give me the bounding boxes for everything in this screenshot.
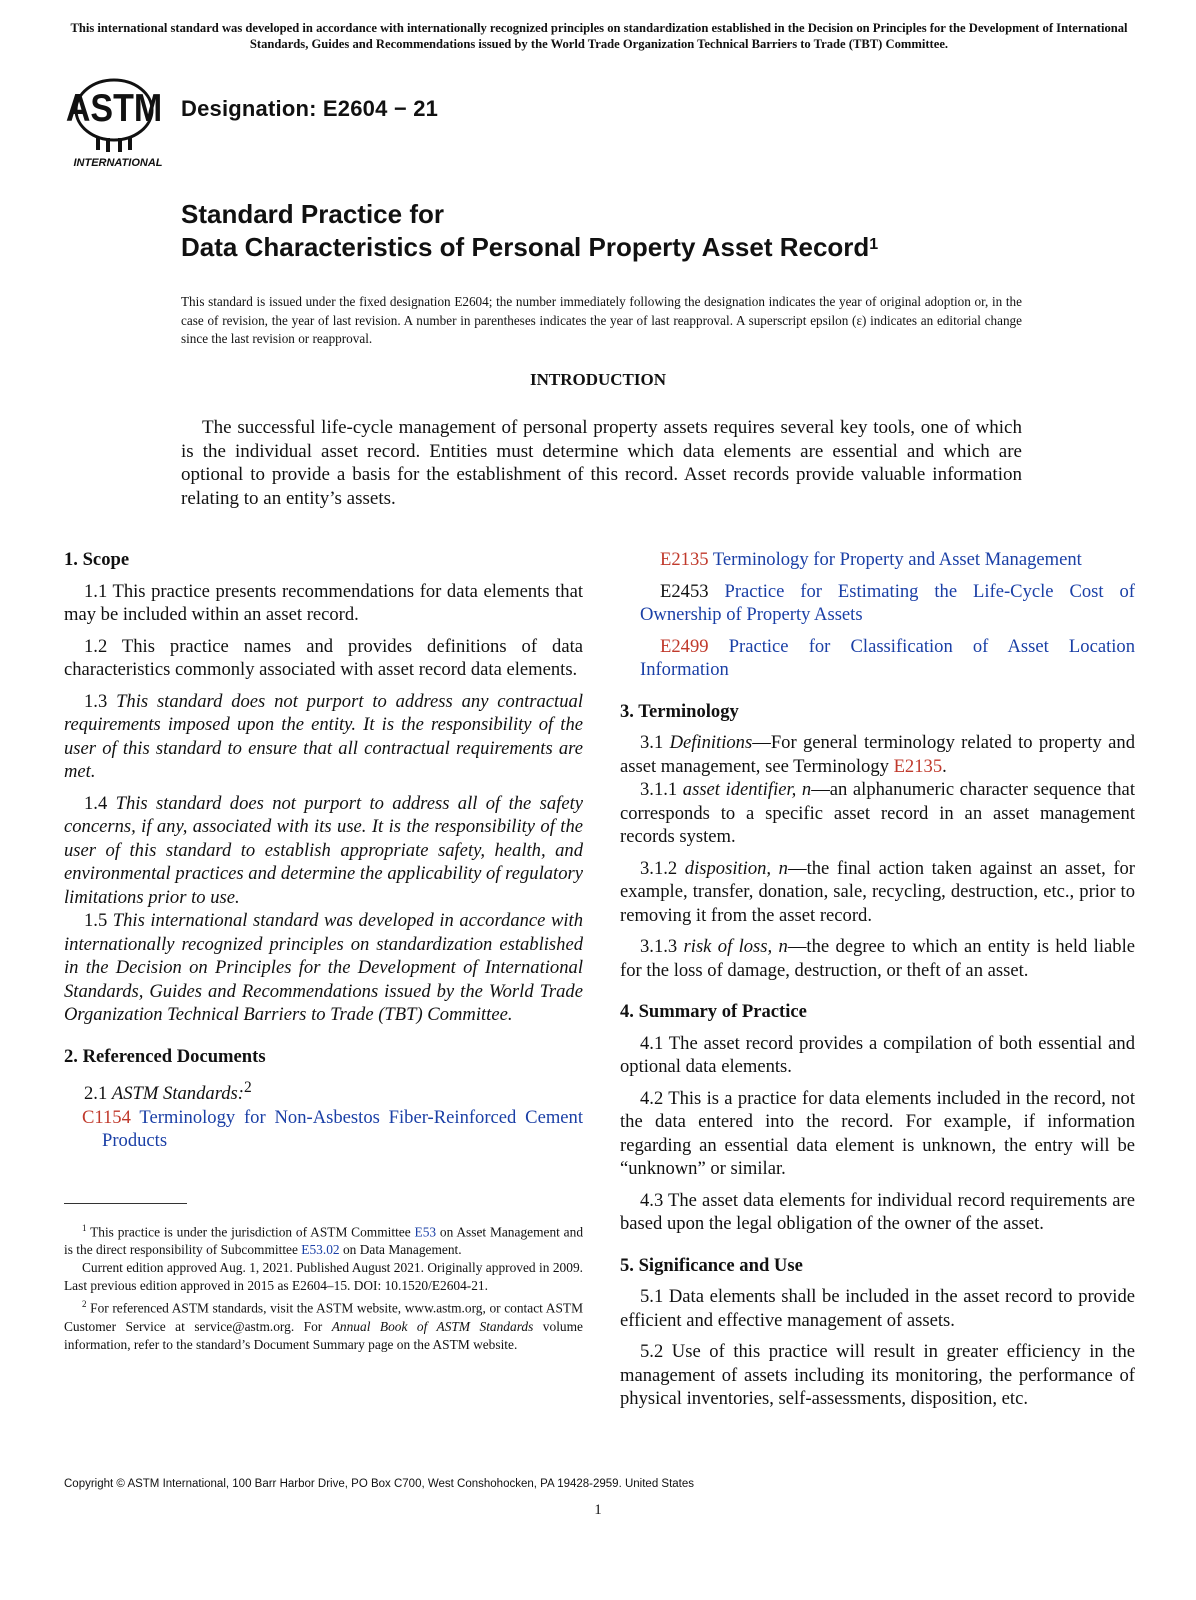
right-column — [620, 548, 1135, 1419]
para-3-1-3: 3.1.3 risk of loss, n—the degree to which an entity is held liable for the loss of damage, destruction, or theft of an asset. — [620, 936, 1135, 981]
footnote-1: $^1$ This practice is under the jurisdiction of ASTM Committee E53 on Asset Management and is the direct responsibility of Subcommittee E53.02 on Data Management. — [64, 1223, 584, 1258]
footnote-divider — [64, 1203, 187, 1204]
para-1-2: 1.2 This practice names and provides definitions of data characteristics commonly associated with asset record data elements. — [64, 635, 583, 680]
para-3-1-1: 3.1.1 asset identifier, n—an alphanumeric character sequence that corresponds to a specific asset record in an asset management records system. — [620, 779, 1135, 847]
para-3-1: 3.1 Definitions—For general terminology related to property and asset management, see Terminology E2135. — [620, 732, 1136, 777]
footnotes — [64, 1219, 583, 1354]
reference-e2135[interactable] — [620, 548, 1135, 572]
reference-title-link[interactable]: Practice for Classification of Asset Location Information — [640, 635, 1135, 680]
terminology-link-e2135[interactable]: E2135 — [893, 755, 943, 777]
significance-heading: 5. Significance and Use — [620, 1254, 803, 1276]
footnote-link-e53[interactable]: E53 — [414, 1224, 437, 1240]
footnote-1-edition: Current edition approved Aug. 1, 2021. Published August 2021. Originally approved in 2009. Last previous edition approved in 2015 as E2604–15. DOI: 10.1520/E2604-21. — [64, 1260, 583, 1294]
svg-text:ASTM: ASTM — [66, 85, 163, 130]
copyright-notice: Copyright © ASTM International, 100 Barr Harbor Drive, PO Box C700, West Conshohocken, PA 19428-2959. United States — [64, 1478, 695, 1490]
title-line-2: Data Characteristics of Personal Property Asset Record$^1$ — [181, 232, 879, 262]
astm-logo-icon — [66, 76, 170, 168]
reference-code: E2453 — [660, 580, 709, 602]
para-5-1: 5.1 Data elements shall be included in the asset record to provide efficient and effective management of assets. — [620, 1286, 1135, 1331]
footnote-2: $^2$ For referenced ASTM standards, visit the ASTM website, www.astm.org, or contact ASTM Customer Service at service@astm.org. For Annual Book of ASTM Standards volume information, refer to the standard’s Document Summary page on the ASTM website. — [64, 1299, 583, 1352]
para-5-2: 5.2 Use of this practice will result in greater efficiency in the management of assets including its monitoring, the performance of physical inventories, self-assessments, disposition, etc. — [620, 1341, 1135, 1409]
scope-heading: 1. Scope — [64, 549, 130, 570]
para-1-5: 1.5 This international standard was developed in accordance with internationally recognized principles on standardization established in the Decision on Principles for the Development of International Standards, Guides and Recommendations issued by the World Trade Organization Technical Barriers to Trade (TBT) Committee. — [64, 910, 583, 1025]
reference-code[interactable]: C1154 — [82, 1106, 131, 1128]
page-number: 1 — [594, 1502, 602, 1518]
para-4-1: 4.1 The asset record provides a compilation of both essential and optional data elements. — [620, 1032, 1135, 1077]
footnote-link-e53-02[interactable]: E53.02 — [301, 1242, 340, 1258]
para-1-4: 1.4 This standard does not purport to address all of the safety concerns, if any, associated with its use. It is the responsibility of the user of this standard to establish appropriate safety, health, and environmental practices and determine the applicability of regulatory limitations prior to use. — [64, 792, 583, 908]
para-4-3: 4.3 The asset data elements for individual record requirements are based upon the legal obligation of the owner of the asset. — [620, 1189, 1135, 1234]
title-footnote-mark: 1 — [869, 236, 879, 253]
referenced-documents-heading: 2. Referenced Documents — [64, 1045, 266, 1067]
designation: Designation: E2604 − 21 — [181, 96, 439, 121]
introduction-text: The successful life-cycle management of personal property assets requires several key tools, one of which is the individual asset record. Entities must determine which data elements are essential and which are optional to provide a basis for the establishment of this record. Asset records provide valuable information relating to an entity’s assets. — [181, 417, 1022, 509]
para-1-3: 1.3 This standard does not purport to address any contractual requirements imposed upon the entity. It is the responsibility of the user of this standard to ensure that all contractual requirements are met. — [64, 690, 583, 782]
summary-heading: 4. Summary of Practice — [620, 1001, 807, 1022]
document-title — [181, 198, 878, 264]
left-column — [64, 548, 583, 1161]
header-notice: This international standard was developed in accordance with internationally recognized principles on standardization established in the Decision on Principles for the Development of International Standards, Guides and Recommendations issued by the World Trade Organization Technical Barriers to Trade (TBT) Committee. — [70, 21, 1128, 51]
title-line-1: Standard Practice for — [181, 199, 444, 229]
para-3-1-2: 3.1.2 disposition, n—the final action taken against an asset, for example, transfer, donation, sale, recycling, destruction, etc., prior to removing it from the asset record. — [620, 857, 1136, 926]
reference-code[interactable]: E2135 — [660, 549, 709, 570]
issued-note: This standard is issued under the fixed designation E2604; the number immediately following the designation indicates the year of original adoption or, in the case of revision, the year of last revision. A number in parentheses indicates the year of last reapproval. A superscript epsilon (ε) indicates an editorial change since the last revision or reapproval. — [181, 294, 1022, 346]
reference-e2453[interactable] — [620, 580, 1135, 627]
reference-title-link[interactable]: Terminology for Non-Asbestos Fiber-Reinforced Cement Products — [102, 1106, 583, 1152]
terminology-heading: 3. Terminology — [620, 700, 739, 722]
reference-c1154[interactable] — [64, 1106, 583, 1153]
reference-e2499[interactable] — [620, 635, 1135, 682]
introduction-heading: INTRODUCTION — [529, 370, 667, 389]
para-2-1: 2.1 ASTM Standards:$^2$ — [84, 1079, 252, 1105]
reference-code[interactable]: E2499 — [660, 635, 709, 657]
astm-logo — [66, 76, 170, 168]
svg-text:INTERNATIONAL: INTERNATIONAL — [73, 157, 163, 168]
reference-title-link[interactable]: Terminology for Property and Asset Management — [712, 549, 1082, 570]
para-1-1: 1.1 This practice presents recommendations for data elements that may be included within an asset record. — [64, 580, 583, 625]
para-4-2: 4.2 This is a practice for data elements included in the record, not the data entered into the record. For example, if information regarding an essential data element is unknown, the entry will be “unknown” or similar. — [620, 1087, 1135, 1179]
reference-title-link[interactable]: Practice for Estimating the Life-Cycle Cost of Ownership of Property Assets — [640, 580, 1135, 625]
